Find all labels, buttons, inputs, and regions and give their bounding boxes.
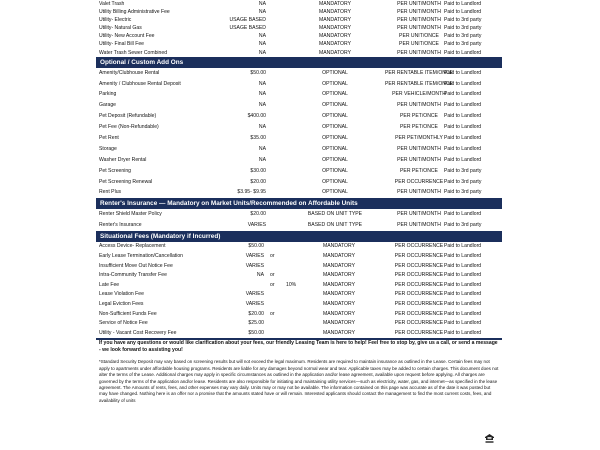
fee-label: Pet Screening Renewal <box>99 178 153 185</box>
fee-requirement: OPTIONAL <box>322 167 348 174</box>
fee-paid-to: Paid to Landlord <box>444 49 482 56</box>
fee-frequency: PER OCCURRENCE <box>394 300 444 307</box>
fee-amount: VARIES <box>245 253 264 260</box>
fee-requirement: OPTIONAL <box>322 91 348 98</box>
fee-row <box>96 40 502 48</box>
fee-paid-to: Paid to Landlord <box>444 113 482 120</box>
fee-frequency: PER OCCURRENCE <box>394 281 444 288</box>
situational-section-header <box>96 231 502 242</box>
fee-frequency: PER UNIT/ONCE <box>399 41 439 48</box>
contact-note: If you have any questions or would like clarification about your fees, our friendly Leasing Team is here to help! Feel free to stop by, give us a call, or send a message - we look forward to assisting you! <box>99 340 498 353</box>
fee-amount: $400.00 <box>247 113 266 120</box>
insurance-fees-table <box>96 209 502 231</box>
fee-amount: NA <box>258 9 266 16</box>
fee-row <box>96 220 502 231</box>
fee-requirement: OPTIONAL <box>322 102 348 109</box>
fee-paid-to: Paid to Landlord <box>444 272 482 279</box>
fee-label: Insufficient Move Out Notice Fee <box>99 262 173 269</box>
fee-frequency: PER UNIT/MONTH <box>397 102 441 109</box>
fee-frequency: PER UNIT/ONCE <box>399 33 439 40</box>
fee-row <box>96 177 502 188</box>
fee-paid-to: Paid to 3rd party <box>444 17 482 24</box>
fee-label: Non-Sufficient Funds Fee <box>99 310 157 317</box>
fee-label: Storage <box>99 145 117 152</box>
fee-frequency: PER UNIT/MONTH <box>397 17 441 24</box>
fee-label: Washer Dryer Rental <box>99 156 147 163</box>
fee-row <box>96 133 502 144</box>
fee-requirement: MANDATORY <box>323 320 355 327</box>
fee-paid-to: Paid to 3rd party <box>444 33 482 40</box>
fee-requirement: MANDATORY <box>323 300 355 307</box>
fee-requirement: OPTIONAL <box>322 113 348 120</box>
fee-row <box>96 144 502 155</box>
fee-requirement: BASED ON UNIT TYPE <box>307 222 363 229</box>
fee-row <box>96 310 502 320</box>
fee-frequency: PER UNIT/MONTH <box>397 222 441 229</box>
fee-paid-to: Paid to 3rd party <box>444 41 482 48</box>
fee-paid-to: Paid to Landlord <box>444 243 482 250</box>
disclaimer-text: *Standard Security Deposit may vary based on screening results but will not exceed the legal maximum. Residents are required to maintain insurance as outlined in the Lease. Certain fees may not apply to apartments under affordable housing programs. Residents are liable for any damages beyond normal wear and tear. Applicable taxes may be added to certain charges. This document does not alter the terms of the Lease. Additional charges may apply in specific circumstances as outlined in the application and/or lease agreement, available upon request before applying. All charges are governed by the terms of the application and/or lease. Residents are also responsible for initiating and maintaining utility services—such as electricity, water, gas, and internet—as specified in the lease agreement. The Amounts of rents, fees, and other expenses may vary daily. Units may or may not be available. The information contained on this page was accurate as of the date it was posted but may have changed. Nothing here is an offer nor a promise that the amounts stated have or will remain. Interested applicants should contact the management to find the most current costs, fees, and availability of units <box>99 359 499 403</box>
fee-frequency: PER OCCURRENCE <box>394 272 444 279</box>
fee-amount: NA <box>256 272 264 279</box>
fee-paid-to: Paid to 3rd party <box>444 25 482 32</box>
fee-label: Water Trash Sewer Combined <box>99 49 168 56</box>
fee-row <box>96 271 502 281</box>
fee-row <box>96 49 502 57</box>
optional-fees-table <box>96 68 502 199</box>
fee-label: Access Device- Replacement <box>99 243 166 250</box>
fee-label: Pet Deposit (Refundable) <box>99 113 157 120</box>
fee-paid-to: Paid to Landlord <box>444 253 482 260</box>
fee-paid-to: Paid to Landlord <box>444 69 482 76</box>
fee-paid-to: Paid to Landlord <box>444 310 482 317</box>
equal-housing-icon <box>484 433 495 444</box>
fee-frequency: PER UNIT/MONTH <box>397 156 441 163</box>
fee-amount: NA <box>258 80 266 87</box>
fee-amount: VARIES <box>245 300 264 307</box>
fee-row <box>96 242 502 252</box>
fee-amount: NA <box>258 1 266 7</box>
fee-paid-to: Paid to 3rd party <box>444 189 482 196</box>
fee-requirement: MANDATORY <box>319 33 351 40</box>
fee-row <box>96 187 502 198</box>
fee-paid-to: Paid to Landlord <box>444 135 482 141</box>
fee-amount: USAGE BASED <box>229 25 266 32</box>
fee-requirement: MANDATORY <box>319 1 351 7</box>
fee-or: or <box>270 310 275 317</box>
fee-frequency: PER PET/ONCE <box>400 124 438 131</box>
fee-paid-to: Paid to Landlord <box>444 80 482 87</box>
fee-paid-to: Paid to Landlord <box>444 91 482 98</box>
situational-fees-table <box>96 242 502 338</box>
fee-or: or <box>270 253 275 260</box>
fee-requirement: OPTIONAL <box>322 80 348 87</box>
fee-row <box>96 166 502 177</box>
fee-label: Legal Eviction Fees <box>99 300 144 307</box>
fee-requirement: OPTIONAL <box>322 178 348 185</box>
fee-label: Amenity / Clubhouse Rental Deposit <box>99 80 181 87</box>
fee-frequency: PER UNIT/MONTH <box>397 9 441 16</box>
fee-requirement: OPTIONAL <box>322 189 348 196</box>
fee-label: Amenity/Clubhouse Rental <box>99 69 160 76</box>
fee-frequency: PER OCCURRENCE <box>394 329 444 336</box>
fee-label: Lease Violation Fee <box>99 291 144 298</box>
fee-paid-to: Paid to Landlord <box>444 320 482 327</box>
fee-requirement: OPTIONAL <box>322 69 348 76</box>
fee-label: Rent Plus <box>99 189 122 196</box>
fee-paid-to: Paid to Landlord <box>444 300 482 307</box>
fee-row <box>96 16 502 24</box>
fee-requirement: OPTIONAL <box>322 124 348 131</box>
fee-label: Utility- Natural Gas <box>99 25 142 32</box>
optional-section-header <box>96 57 502 68</box>
fee-requirement: MANDATORY <box>323 272 355 279</box>
fee-paid-to: Paid to Landlord <box>444 1 482 7</box>
fee-amount: $25.00 <box>248 320 264 327</box>
fee-requirement: MANDATORY <box>323 291 355 298</box>
fee-frequency: PER VEHICLE/MONTH <box>392 91 446 98</box>
fee-label: Pet Screening <box>99 167 131 174</box>
fee-row <box>96 79 502 90</box>
fee-paid-to: Paid to Landlord <box>444 124 482 131</box>
fee-requirement: OPTIONAL <box>322 156 348 163</box>
fee-paid-to: Paid to Landlord <box>444 329 482 336</box>
fee-percent: 10% <box>286 281 297 288</box>
optional-section-title: Optional / Custom Add Ons <box>100 58 184 66</box>
fee-label: Service of Notice Fee <box>99 320 148 327</box>
fee-amount: NA <box>258 102 266 109</box>
fee-frequency: PER UNIT/MONTH <box>397 145 441 152</box>
fee-or: or <box>270 272 275 279</box>
fee-frequency: PER OCCURRENCE <box>394 310 444 317</box>
fee-amount: $20.00 <box>250 211 266 218</box>
fee-row <box>96 122 502 133</box>
fee-frequency: PER PET/ONCE <box>400 167 438 174</box>
fee-frequency: PER OCCURRENCE <box>394 253 444 260</box>
fee-amount: NA <box>258 41 266 48</box>
fee-paid-to: Paid to Landlord <box>444 156 482 163</box>
fee-paid-to: Paid to Landlord <box>444 9 482 16</box>
fee-requirement: BASED ON UNIT TYPE <box>307 211 363 218</box>
fee-label: Renter Shield Master Policy <box>99 211 162 218</box>
fee-frequency: PER OCCURRENCE <box>394 178 444 185</box>
fee-paid-to: Paid to Landlord <box>444 102 482 109</box>
fee-paid-to: Paid to 3rd party <box>444 222 482 229</box>
fee-row <box>96 0 502 8</box>
fee-requirement: OPTIONAL <box>322 145 348 152</box>
fee-amount: NA <box>258 91 266 98</box>
fee-paid-to: Paid to Landlord <box>444 145 482 152</box>
fee-label: Renter's Insurance <box>99 222 142 229</box>
fee-requirement: MANDATORY <box>319 25 351 32</box>
fee-row <box>96 209 502 220</box>
fee-amount: NA <box>258 49 266 56</box>
fee-amount: VARIES <box>247 222 266 229</box>
fee-requirement: MANDATORY <box>323 281 355 288</box>
fee-label: Valet Trash <box>99 1 125 7</box>
fee-row <box>96 68 502 79</box>
fee-amount: $3.95- $9.95 <box>237 189 266 196</box>
fee-amount: $20.00 <box>248 310 264 317</box>
fee-row <box>96 100 502 111</box>
fee-row <box>96 111 502 122</box>
fee-amount: VARIES <box>245 291 264 298</box>
fee-frequency: PER OCCURRENCE <box>394 320 444 327</box>
fee-row <box>96 8 502 16</box>
fee-label: Utility - Vacant Cost Recovery Fee <box>99 329 177 336</box>
fee-amount: $50.00 <box>248 329 264 336</box>
fee-frequency: PER OCCURRENCE <box>394 243 444 250</box>
fee-amount: NA <box>258 145 266 152</box>
fee-row <box>96 329 502 339</box>
fee-label: Pet Rent <box>99 135 119 141</box>
base-fees-table <box>96 0 502 57</box>
fee-label: Garage <box>99 102 116 109</box>
fee-frequency: PER OCCURRENCE <box>394 291 444 298</box>
fee-or: or <box>270 281 275 288</box>
fee-label: Utility- Electric <box>99 17 132 24</box>
fee-frequency: PER UNIT/MONTH <box>397 1 441 7</box>
fee-frequency: PER UNIT/MONTH <box>397 189 441 196</box>
fee-amount: USAGE BASED <box>229 17 266 24</box>
fee-requirement: MANDATORY <box>319 9 351 16</box>
fee-paid-to: Paid to Landlord <box>444 211 482 218</box>
fee-requirement: MANDATORY <box>323 243 355 250</box>
fee-amount: VARIES <box>245 262 264 269</box>
fee-paid-to: Paid to 3rd party <box>444 167 482 174</box>
situational-section-title: Situational Fees (Mandatory if Incurred) <box>100 233 221 241</box>
fee-row <box>96 155 502 166</box>
fee-row <box>96 300 502 310</box>
fee-frequency: PER OCCURRENCE <box>394 262 444 269</box>
fee-frequency: PER RENTABLE ITEM/ONCE <box>384 69 454 76</box>
fee-label: Utility- Final Bill Fee <box>99 41 145 48</box>
fee-amount: $30.00 <box>250 167 266 174</box>
fee-row <box>96 24 502 32</box>
fee-amount: $50.00 <box>248 243 264 250</box>
fee-label: Utility Billing Administrative Fee <box>99 9 170 16</box>
fee-amount: NA <box>258 33 266 40</box>
fee-label: Utility- New Account Fee <box>99 33 155 40</box>
fee-frequency: PER PET/ONCE <box>400 113 438 120</box>
fee-row <box>96 319 502 329</box>
fee-amount: $50.00 <box>250 69 266 76</box>
fee-requirement: MANDATORY <box>319 49 351 56</box>
fee-frequency: PER RENTABLE ITEM/ONCE <box>384 80 454 87</box>
fee-frequency: PER UNIT/MONTH <box>397 211 441 218</box>
fee-requirement: OPTIONAL <box>322 135 348 141</box>
fee-frequency: PER UNIT/MONTH <box>397 49 441 56</box>
fee-requirement: MANDATORY <box>323 310 355 317</box>
fee-requirement: MANDATORY <box>323 329 355 336</box>
fee-amount: NA <box>258 156 266 163</box>
fee-requirement: MANDATORY <box>319 17 351 24</box>
insurance-section-header <box>96 198 502 209</box>
fee-label: Late Fee <box>99 281 120 288</box>
fee-paid-to: Paid to Landlord <box>444 291 482 298</box>
fee-row <box>96 281 502 291</box>
fee-row <box>96 89 502 100</box>
fee-schedule <box>96 0 502 404</box>
fee-paid-to: Paid to Landlord <box>444 262 482 269</box>
fee-amount: $35.00 <box>250 135 266 141</box>
fee-row <box>96 32 502 40</box>
fee-label: Early Lease Termination/Cancellation <box>99 253 183 260</box>
fee-amount: $20.00 <box>250 178 266 185</box>
fee-label: Pet Fee (Non-Refundable) <box>99 124 159 131</box>
fee-frequency: PER PET/MONTHLY <box>395 135 443 141</box>
fee-row <box>96 252 502 262</box>
fee-paid-to: Paid to 3rd party <box>444 178 482 185</box>
fee-requirement: MANDATORY <box>323 253 355 260</box>
fee-requirement: MANDATORY <box>323 262 355 269</box>
fee-row <box>96 262 502 272</box>
fee-paid-to: Paid to Landlord <box>444 281 482 288</box>
insurance-section-title: Renter's Insurance — Mandatory on Market Units/Recommended on Affordable Units <box>100 200 358 208</box>
fee-label: Parking <box>99 91 117 98</box>
fee-row <box>96 290 502 300</box>
fee-amount: NA <box>258 124 266 131</box>
fee-requirement: MANDATORY <box>319 41 351 48</box>
fee-frequency: PER UNIT/MONTH <box>397 25 441 32</box>
fee-label: Intra-Community Transfer Fee <box>99 272 167 279</box>
